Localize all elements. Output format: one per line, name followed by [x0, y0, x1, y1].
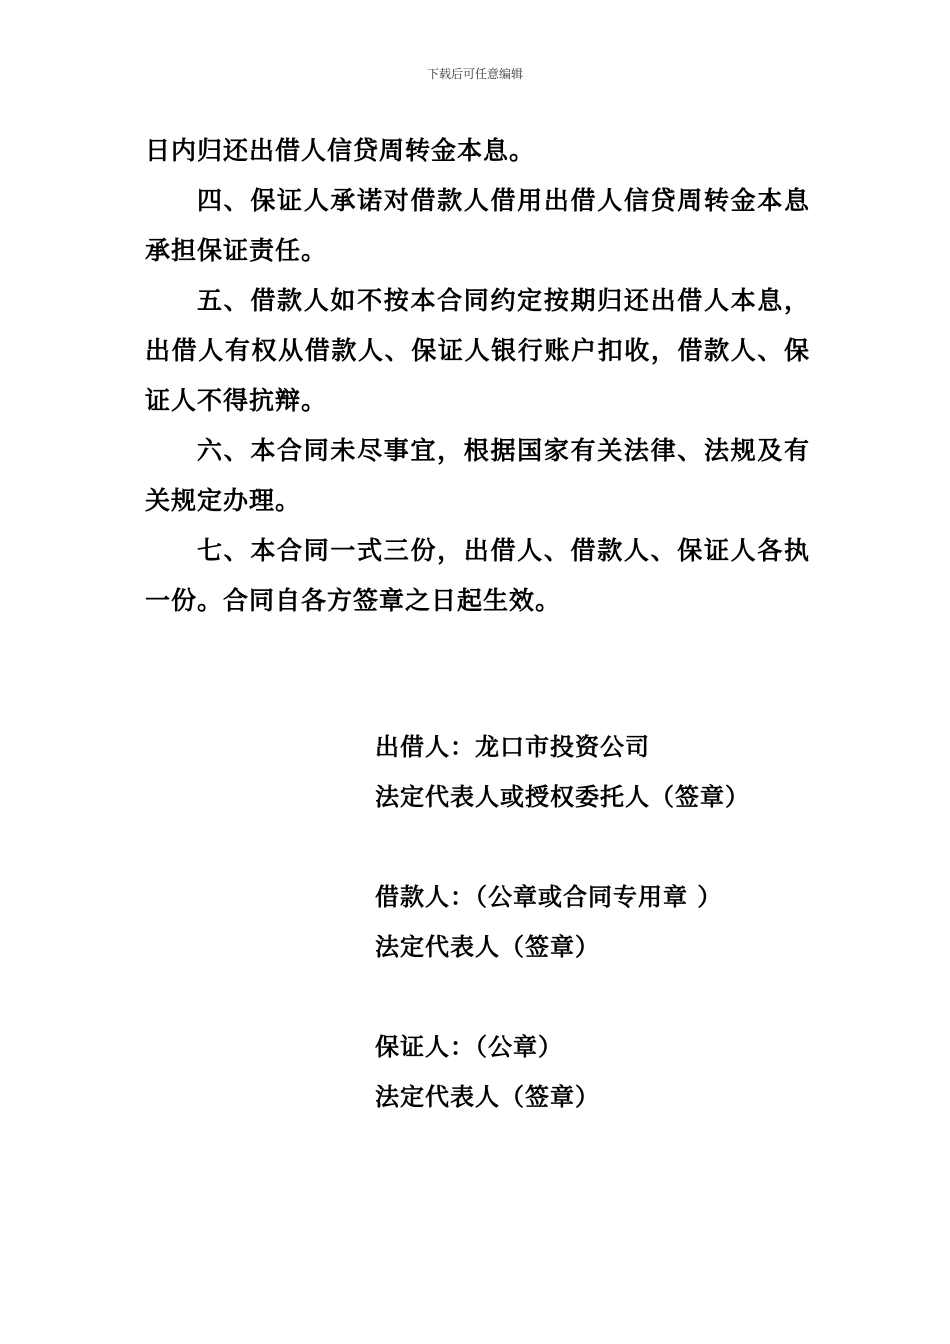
paragraph-clause-6: 六、本合同未尽事宜，根据国家有关法律、法规及有关规定办理。 — [145, 436, 810, 515]
guarantor-signature — [375, 1022, 855, 1122]
paragraph-clause-4: 四、保证人承诺对借款人借用出借人信贷周转金本息承担保证责任。 — [145, 186, 810, 265]
guarantor-name-line: 保证人：（公章） — [375, 1033, 563, 1061]
lender-name-line: 出借人：龙口市投资公司 — [375, 733, 650, 761]
signature-block — [375, 722, 855, 1172]
lender-representative-line: 法定代表人或授权委托人（签章） — [375, 783, 750, 811]
borrower-signature — [375, 872, 855, 972]
header-note: 下载后可任意编辑 — [426, 67, 523, 81]
paragraph-continuation: 日内归还出借人信贷周转金本息。 — [145, 136, 536, 165]
lender-signature — [375, 722, 855, 822]
guarantor-representative-line: 法定代表人（签章） — [375, 1083, 600, 1111]
paragraph-clause-7: 七、本合同一式三份，出借人、借款人、保证人各执一份。合同自各方签章之日起生效。 — [145, 536, 810, 615]
paragraph-clause-5: 五、借款人如不按本合同约定按期归还出借人本息，出借人有权从借款人、保证人银行账户扣收，借款人、保证人不得抗辩。 — [145, 286, 810, 415]
contract-body — [145, 126, 810, 626]
borrower-name-line: 借款人：（公章或合同专用章 ） — [375, 883, 723, 911]
borrower-representative-line: 法定代表人（签章） — [375, 933, 600, 961]
